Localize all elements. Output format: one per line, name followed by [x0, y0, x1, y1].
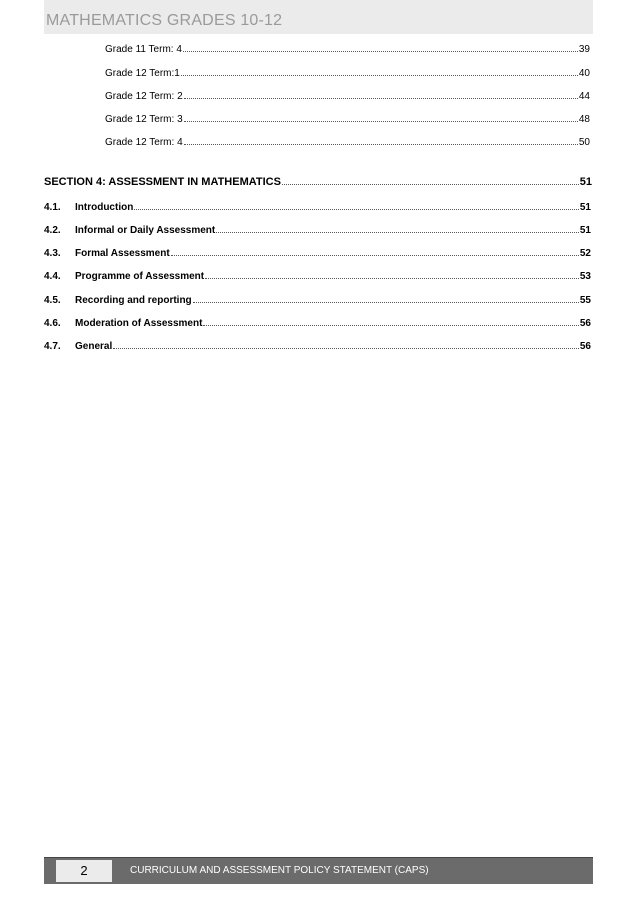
toc-leader-dots	[113, 348, 579, 349]
toc-subentry-label: Grade 12 Term:1	[105, 68, 180, 79]
toc-item[interactable]	[44, 318, 591, 329]
toc-item-page: 52	[579, 248, 591, 259]
header-title: MATHEMATICS GRADES 10-12	[46, 12, 283, 29]
toc-leader-dots	[184, 144, 578, 145]
toc-item-number: 4.1.	[44, 202, 61, 213]
toc-item-label: Recording and reporting	[75, 295, 192, 306]
toc-subentry-page: 48	[578, 114, 590, 125]
toc-item-number: 4.3.	[44, 248, 61, 259]
toc-subentry-page: 50	[578, 137, 590, 148]
toc-item-label: Programme of Assessment	[75, 271, 205, 282]
toc-leader-dots	[181, 75, 578, 76]
toc-item-number: 4.6.	[44, 318, 61, 329]
toc-subentry[interactable]	[105, 68, 590, 79]
toc-leader-dots	[171, 255, 579, 256]
toc-section-label: SECTION 4: ASSESSMENT IN MATHEMATICS	[44, 176, 281, 188]
toc-leader-dots	[183, 51, 578, 52]
toc-item-label: Moderation of Assessment	[75, 318, 203, 329]
toc-item-page: 56	[579, 318, 591, 329]
toc-item-page: 51	[579, 202, 591, 213]
toc-item[interactable]	[44, 271, 591, 282]
toc-item-page: 56	[579, 341, 591, 352]
toc-item-page: 51	[579, 225, 591, 236]
toc-item-label: Informal or Daily Assessment	[75, 225, 216, 236]
toc-item[interactable]	[44, 202, 591, 213]
toc-leader-dots	[216, 232, 579, 233]
toc-item-number: 4.7.	[44, 341, 61, 352]
toc-leader-dots	[203, 325, 578, 326]
toc-leader-dots	[205, 278, 579, 279]
toc-item[interactable]	[44, 295, 591, 306]
toc-item-label: Introduction	[75, 202, 134, 213]
toc-item[interactable]	[44, 341, 591, 352]
toc-subentry-page: 39	[578, 44, 590, 55]
toc-leader-dots	[193, 302, 579, 303]
toc-item[interactable]	[44, 248, 591, 259]
footer-page-number: 2	[56, 860, 112, 882]
toc-item-label: Formal Assessment	[75, 248, 170, 259]
toc-item-page: 53	[579, 271, 591, 282]
toc-item-label: General	[75, 341, 113, 352]
toc-item-number: 4.5.	[44, 295, 61, 306]
toc-item-number: 4.2.	[44, 225, 61, 236]
toc-subentry[interactable]	[105, 137, 590, 148]
toc-subentry-label: Grade 12 Term: 3	[105, 114, 183, 125]
toc-subentry-page: 40	[578, 68, 590, 79]
toc-leader-dots	[282, 184, 579, 185]
toc-item-number: 4.4.	[44, 271, 61, 282]
toc-subentry-label: Grade 12 Term: 4	[105, 137, 183, 148]
toc-item[interactable]	[44, 225, 591, 236]
toc-leader-dots	[134, 209, 579, 210]
toc-section-page: 51	[579, 176, 592, 188]
toc-subentry[interactable]	[105, 114, 590, 125]
toc-subentry-page: 44	[578, 91, 590, 102]
toc-subentry[interactable]	[105, 44, 590, 55]
toc-subentry[interactable]	[105, 91, 590, 102]
toc-subentry-label: Grade 11 Term: 4	[105, 44, 182, 55]
toc-subentry-label: Grade 12 Term: 2	[105, 91, 183, 102]
toc-section-heading[interactable]	[44, 176, 592, 188]
toc-leader-dots	[184, 121, 578, 122]
toc-leader-dots	[184, 98, 578, 99]
footer-text: CURRICULUM AND ASSESSMENT POLICY STATEMENT (CAPS)	[130, 865, 429, 876]
toc-item-page: 55	[579, 295, 591, 306]
